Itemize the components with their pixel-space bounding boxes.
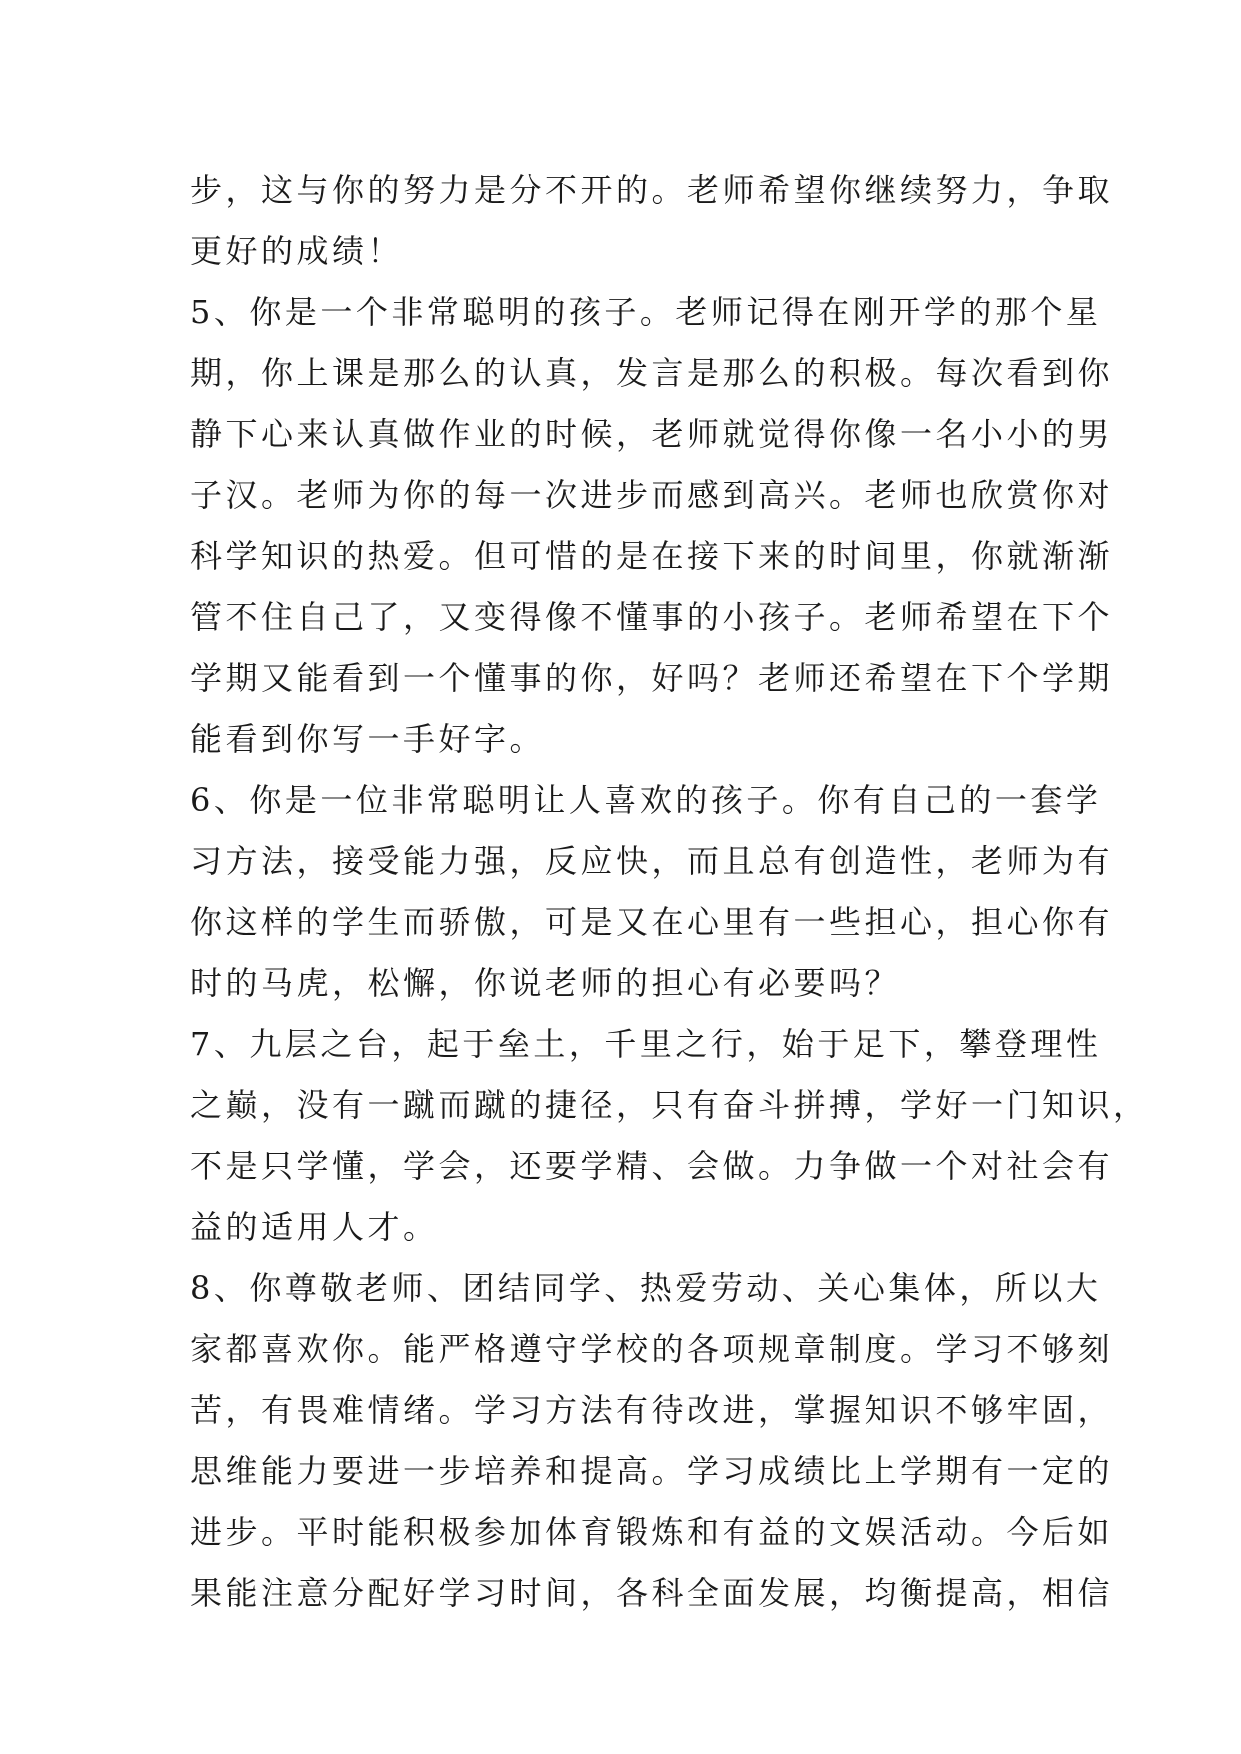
text-line: 家都喜欢你。能严格遵守学校的各项规章制度。学习不够刻 (190, 1330, 1114, 1368)
text-line: 静下心来认真做作业的时候，老师就觉得你像一名小小的男 (190, 415, 1114, 453)
text-line: 之巅，没有一蹴而蹴的捷径，只有奋斗拼搏，学好一门知识， (190, 1086, 1149, 1124)
text-line: 更好的成绩！ (190, 232, 404, 270)
text-line: 苦，有畏难情绪。学习方法有待改进，掌握知识不够牢固， (190, 1391, 1114, 1429)
text-line: 管不住自己了，又变得像不懂事的小孩子。老师希望在下个 (190, 598, 1114, 636)
text-line: 思维能力要进一步培养和提高。学习成绩比上学期有一定的 (190, 1452, 1114, 1490)
text-line: 习方法，接受能力强，反应快，而且总有创造性，老师为有 (190, 842, 1114, 880)
text-line: 子汉。老师为你的每一次进步而感到高兴。老师也欣赏你对 (190, 476, 1114, 514)
text-line: 6、你是一位非常聪明让人喜欢的孩子。你有自己的一套学 (190, 781, 1102, 819)
text-line: 能看到你写一手好字。 (190, 720, 546, 758)
text-line: 不是只学懂，学会，还要学精、会做。力争做一个对社会有 (190, 1147, 1114, 1185)
document-body (190, 160, 1149, 1624)
text-line: 进步。平时能积极参加体育锻炼和有益的文娱活动。今后如 (190, 1513, 1114, 1551)
text-line: 你这样的学生而骄傲，可是又在心里有一些担心，担心你有 (190, 903, 1114, 941)
text-line: 学期又能看到一个懂事的你，好吗？老师还希望在下个学期 (190, 659, 1114, 697)
text-line: 5、你是一个非常聪明的孩子。老师记得在刚开学的那个星 (190, 293, 1102, 331)
text-line: 果能注意分配好学习时间，各科全面发展，均衡提高，相信 (190, 1574, 1114, 1612)
text-line: 8、你尊敬老师、团结同学、热爱劳动、关心集体，所以大 (190, 1269, 1102, 1307)
text-line: 期，你上课是那么的认真，发言是那么的积极。每次看到你 (190, 354, 1114, 392)
text-line: 时的马虎，松懈，你说老师的担心有必要吗？ (190, 964, 901, 1002)
text-line: 科学知识的热爱。但可惜的是在接下来的时间里，你就渐渐 (190, 537, 1114, 575)
text-line: 步，这与你的努力是分不开的。老师希望你继续努力，争取 (190, 171, 1114, 209)
text-line: 益的适用人才。 (190, 1208, 439, 1246)
text-line: 7、九层之台，起于垒土，千里之行，始于足下，攀登理性 (190, 1025, 1102, 1063)
